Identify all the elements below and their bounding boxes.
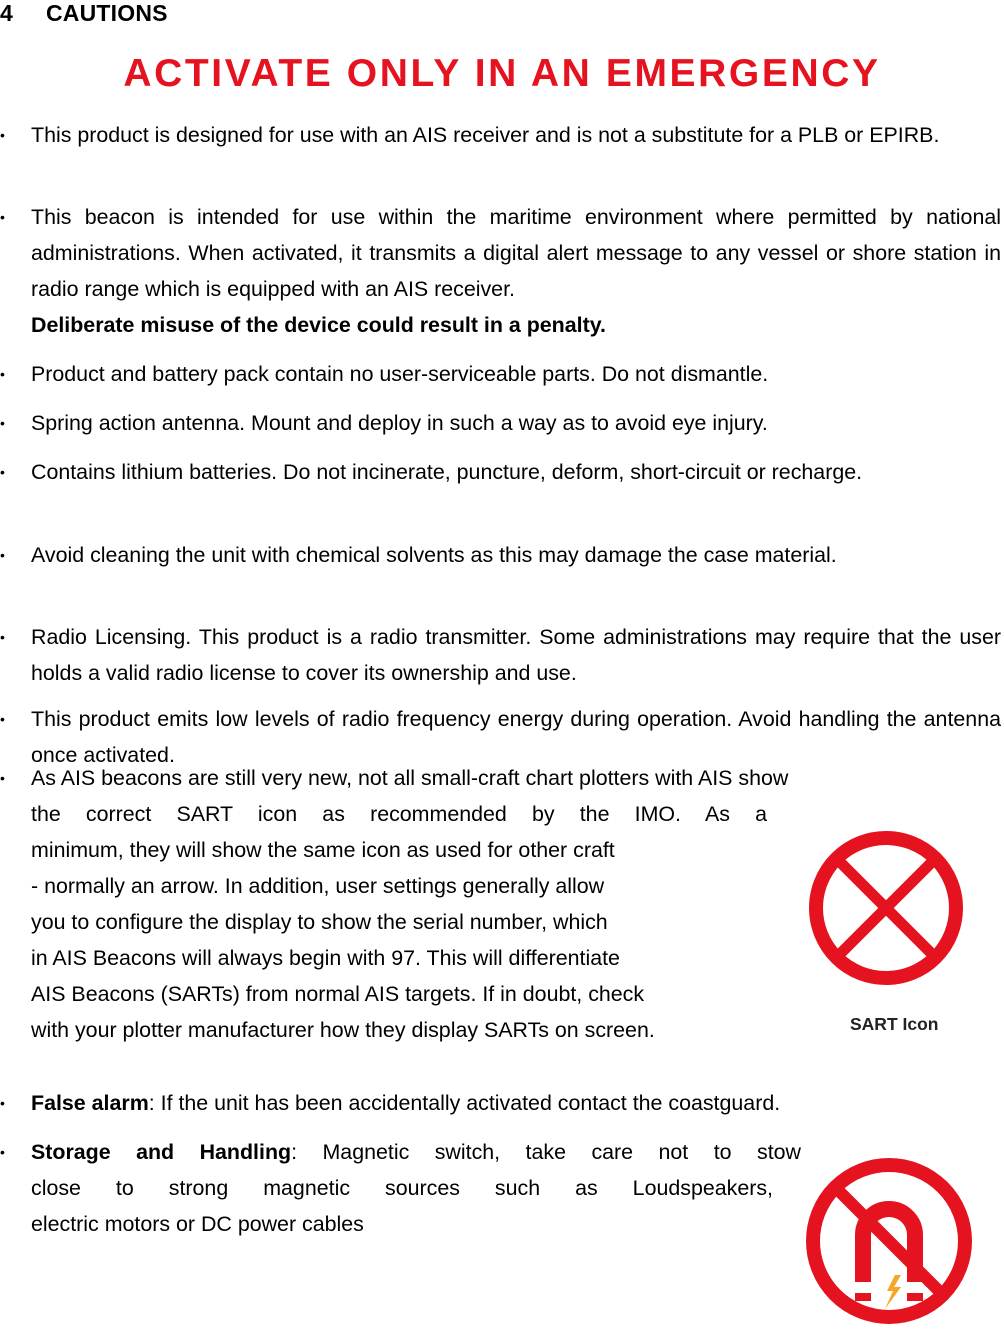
sart-icon-caption: SART Icon: [850, 1014, 939, 1034]
caution-text: Avoid cleaning the unit with chemical solvents as this may damage the case material.: [31, 543, 837, 567]
bullet-icon: •: [0, 629, 5, 645]
caution-text: Radio Licensing. This product is a radio transmitter. Some administrations may require that the user holds a valid radio license to cover its ownership and use.: [31, 625, 1001, 685]
caution-text: This product emits low levels of radio frequency energy during operation. Avoid handling the antenna once activated.: [31, 707, 1001, 767]
caution-text: [31, 1085, 1001, 1121]
caution-text: Spring action antenna. Mount and deploy in such a way as to avoid eye injury.: [31, 411, 768, 435]
caution-text: Contains lithium batteries. Do not incinerate, puncture, deform, short-circuit or recharge.: [31, 460, 863, 484]
bullet-icon: •: [0, 547, 5, 563]
caution-line: electric motors or DC power cables: [31, 1212, 364, 1236]
caution-line: the correct SART icon as recommended by the IMO. As a: [31, 802, 767, 826]
caution-line: As AIS beacons are still very new, not all small-craft chart plotters with AIS show: [31, 766, 789, 790]
no-magnet-icon: [805, 1157, 973, 1325]
caution-line: with your plotter manufacturer how they display SARTs on screen.: [31, 1018, 655, 1042]
caution-line: minimum, they will show the same icon as used for other craft: [31, 838, 615, 862]
caution-line: in AIS Beacons will always begin with 97. This will differentiate: [31, 946, 620, 970]
bullet-icon: •: [0, 1095, 5, 1111]
bullet-icon: •: [0, 711, 5, 727]
bullet-icon: •: [0, 209, 5, 225]
bullet-icon: •: [0, 127, 5, 143]
section-title: CAUTIONS: [46, 0, 168, 26]
bullet-icon: •: [0, 415, 5, 431]
caution-bold-label: False alarm: [31, 1091, 149, 1115]
section-heading: [0, 0, 168, 27]
caution-text: [31, 199, 1001, 343]
section-number: 4: [0, 0, 13, 26]
sart-icon: [808, 830, 964, 986]
caution-line: - normally an arrow. In addition, user settings generally allow: [31, 874, 605, 898]
caution-line-text: : Magnetic switch, take care not to stow: [291, 1140, 801, 1164]
bullet-icon: •: [0, 770, 5, 786]
caution-text-body: This beacon is intended for use within the maritime environment where permitted by national administrations. When activated, it transmits a digital alert message to any vessel or shore station in radio range which is equipped with an AIS receiver.: [31, 205, 1001, 301]
caution-line: you to configure the display to show the serial number, which: [31, 910, 608, 934]
caution-text-body: : If the unit has been accidentally activated contact the coastguard.: [148, 1091, 781, 1115]
emergency-banner: ACTIVATE ONLY IN AN EMERGENCY: [123, 52, 881, 95]
bullet-icon: •: [0, 366, 5, 382]
caution-text: Product and battery pack contain no user-serviceable parts. Do not dismantle.: [31, 362, 769, 386]
caution-line: [31, 1134, 801, 1170]
caution-bold-warning: Deliberate misuse of the device could result in a penalty.: [31, 313, 606, 337]
caution-line: close to strong magnetic sources such as Loudspeakers,: [31, 1176, 773, 1200]
bullet-icon: •: [0, 1144, 5, 1160]
caution-bold-label: Storage and Handling: [31, 1140, 292, 1164]
bullet-icon: •: [0, 464, 5, 480]
caution-line: AIS Beacons (SARTs) from normal AIS targets. If in doubt, check: [31, 982, 645, 1006]
caution-text: This product is designed for use with an AIS receiver and is not a substitute for a PLB or EPIRB.: [31, 123, 940, 147]
